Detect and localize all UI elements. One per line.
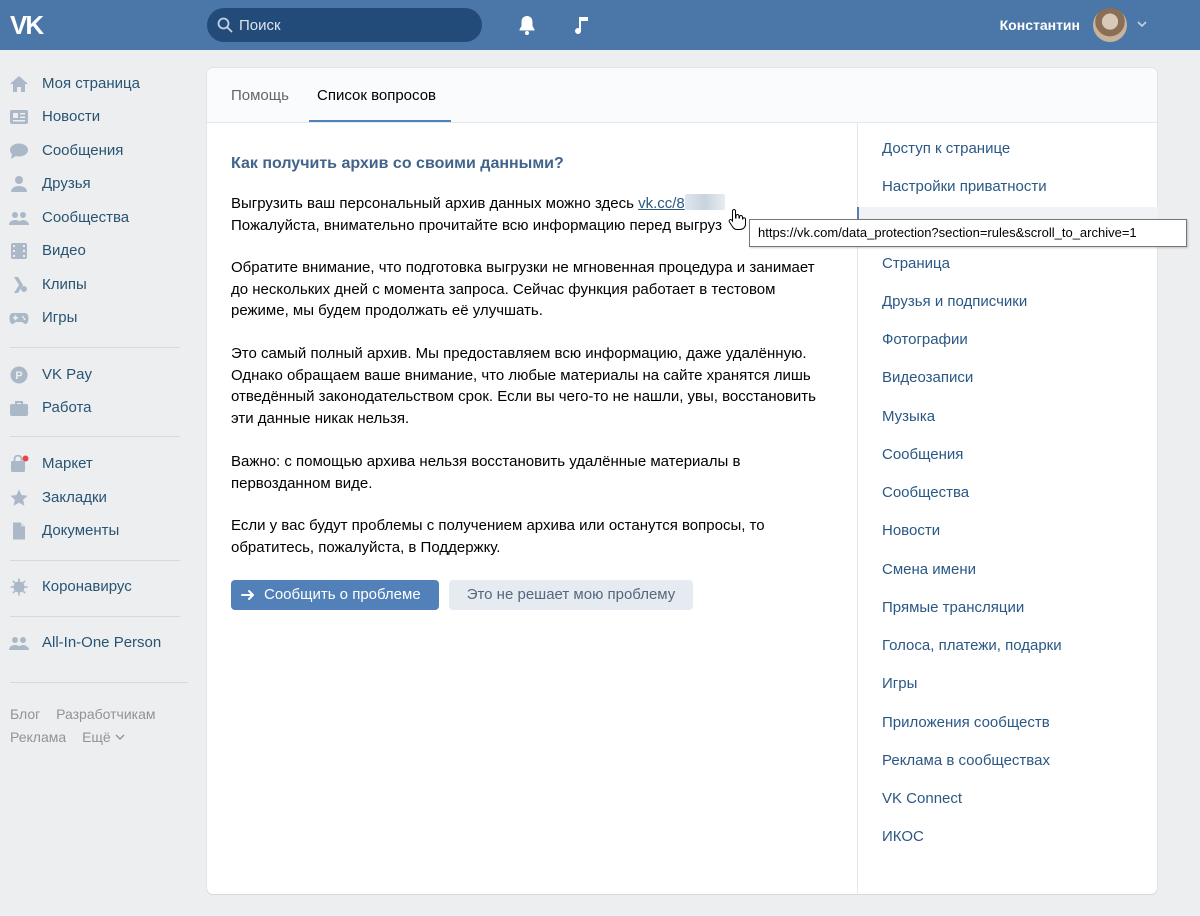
games-icon	[9, 309, 29, 327]
sidebar-item-work[interactable]	[0, 393, 190, 423]
work-icon	[9, 399, 29, 417]
category-photos[interactable]: Фотографии	[882, 331, 968, 348]
search-box[interactable]	[207, 8, 482, 42]
tab-questions-list[interactable]: Список вопросов	[317, 87, 437, 104]
top-header	[0, 0, 1200, 50]
sidebar-divider	[10, 347, 180, 348]
category-page[interactable]: Страница	[882, 255, 950, 272]
sidebar-footer-row-1	[10, 705, 168, 723]
article-header	[231, 154, 831, 174]
sidebar-divider	[10, 682, 188, 683]
category-games[interactable]: Игры	[882, 675, 918, 692]
report-problem-label: Сообщить о проблеме	[264, 586, 421, 603]
footer-link-ads[interactable]: Реклама	[10, 729, 67, 745]
notifications-bell-icon[interactable]	[515, 13, 539, 37]
sidebar-item-label: Игры	[42, 309, 78, 326]
sidebar-item-games[interactable]	[0, 303, 190, 333]
footer-link-developers[interactable]: Разработчикам	[56, 706, 156, 722]
article-paragraph-4: Важно: с помощью архива нельзя восстановить удалённые материалы в первозданном виде.	[231, 453, 741, 492]
report-problem-button[interactable]	[231, 580, 439, 610]
sidebar-footer-row-2	[10, 728, 137, 746]
hand-cursor-icon	[728, 208, 746, 230]
tab-bar	[207, 68, 1157, 123]
category-music[interactable]: Музыка	[882, 408, 936, 425]
clips-icon	[9, 276, 29, 294]
help-card	[207, 68, 1157, 894]
footer-link-more[interactable]	[82, 729, 125, 745]
sidebar-item-all-in-one-person[interactable]	[0, 628, 190, 658]
avatar[interactable]	[1093, 8, 1127, 42]
sidebar-item-label: Видео	[42, 242, 86, 259]
sidebar-item-documents[interactable]	[0, 516, 190, 546]
sidebar-item-vkpay[interactable]	[0, 360, 190, 390]
category-privacy-settings[interactable]: Настройки приватности	[882, 178, 1047, 195]
not-solved-button[interactable]: Это не решает мою проблему	[449, 580, 693, 610]
sidebar-divider	[10, 560, 180, 561]
category-news[interactable]: Новости	[882, 522, 941, 539]
search-input[interactable]	[239, 8, 474, 42]
category-messages[interactable]: Сообщения	[882, 446, 964, 463]
link-tooltip: https://vk.com/data_protection?section=rules&scroll_to_archive=1	[749, 219, 1187, 247]
category-page-access[interactable]: Доступ к странице	[882, 140, 1011, 157]
category-ikos[interactable]: ИКОС	[882, 828, 924, 845]
vkpay-icon	[9, 366, 29, 384]
user-name[interactable]: Константин	[999, 17, 1080, 33]
sidebar-item-label: Друзья	[42, 175, 91, 192]
news-icon	[9, 108, 29, 126]
market-icon	[9, 455, 29, 473]
sidebar-item-label: VK Pay	[42, 366, 93, 383]
sidebar-item-communities[interactable]	[0, 203, 190, 233]
article-title: Как получить архив со своими данными?	[231, 155, 564, 172]
arrow-right-icon	[241, 588, 255, 602]
sidebar-item-label: Работа	[42, 399, 92, 416]
sidebar-item-my-page[interactable]	[0, 69, 190, 99]
category-live-streams[interactable]: Прямые трансляции	[882, 599, 1025, 616]
category-vk-connect[interactable]: VK Connect	[882, 790, 963, 807]
all-in-one-icon	[9, 634, 29, 652]
paragraph-text: Пожалуйста, внимательно прочитайте всю информацию перед выгруз	[231, 216, 722, 234]
chevron-down-icon	[115, 733, 125, 741]
category-videos[interactable]: Видеозаписи	[882, 369, 974, 386]
category-community-apps[interactable]: Приложения сообществ	[882, 714, 1050, 731]
sidebar-item-friends[interactable]	[0, 169, 190, 199]
music-icon[interactable]	[570, 13, 594, 37]
category-friends-followers[interactable]: Друзья и подписчики	[882, 293, 1028, 310]
footer-more-label: Ещё	[82, 729, 111, 745]
svg-text:P: P	[15, 370, 23, 382]
archive-link[interactable]: vk.cc/8	[638, 195, 685, 212]
sidebar-item-clips[interactable]	[0, 270, 190, 300]
sidebar-item-label: Документы	[42, 522, 120, 539]
sidebar-item-label: Новости	[42, 108, 101, 125]
sidebar-item-label: Сообщества	[42, 209, 130, 226]
article-paragraph-5: Если у вас будут проблемы с получением архива или останутся вопросы, то обратитесь, пожалуйста, в Поддержку.	[231, 517, 765, 556]
vk-logo[interactable]: VK	[10, 10, 43, 40]
coronavirus-icon	[9, 578, 29, 596]
sidebar-item-label: Моя страница	[42, 75, 140, 92]
footer-link-blog[interactable]: Блог	[10, 706, 41, 722]
communities-icon	[9, 209, 29, 227]
sidebar-item-label: Сообщения	[42, 142, 124, 159]
documents-icon	[9, 522, 29, 540]
sidebar-item-video[interactable]	[0, 236, 190, 266]
friends-icon	[9, 175, 29, 193]
sidebar-divider	[10, 436, 180, 437]
active-tab-indicator	[309, 120, 451, 122]
tab-help[interactable]: Помощь	[231, 87, 289, 104]
category-votes-payments-gifts[interactable]: Голоса, платежи, подарки	[882, 637, 1062, 654]
sidebar-item-news[interactable]	[0, 102, 190, 132]
sidebar-divider	[10, 616, 180, 617]
sidebar-item-coronavirus[interactable]	[0, 572, 190, 602]
sidebar-item-bookmarks[interactable]	[0, 483, 190, 513]
video-icon	[9, 242, 29, 260]
sidebar-item-label: Закладки	[42, 489, 107, 506]
sidebar-item-label: All-In-One Person	[42, 634, 162, 651]
sidebar-item-messages[interactable]	[0, 136, 190, 166]
blurred-link-part	[685, 194, 725, 210]
article-paragraph-3: Это самый полный архив. Мы предоставляем всю информацию, даже удалённую. Однако обращаем ваше внимание, что любые материалы на сайте хранятся лишь отведённый законодательством срок. Если вы чего-то не нашли, увы, восстановить эти данные никак нельзя.	[231, 345, 816, 427]
sidebar-item-label: Маркет	[42, 455, 93, 472]
category-name-change[interactable]: Смена имени	[882, 561, 976, 578]
sidebar-item-label: Коронавирус	[42, 578, 132, 595]
paragraph-text: Выгрузить ваш персональный архив данных можно здесь	[231, 195, 639, 212]
messages-icon	[9, 142, 29, 160]
article-paragraph-2: Обратите внимание, что подготовка выгрузки не мгновенная процедура и занимает до нескольких дней с момента запроса. Сейчас функция работает в тестовом режиме, мы будем продолжать её улучшать.	[231, 259, 815, 319]
home-icon	[9, 75, 29, 93]
sidebar-item-label: Клипы	[42, 276, 87, 293]
category-communities[interactable]: Сообщества	[882, 484, 970, 501]
chevron-down-icon[interactable]	[1136, 18, 1148, 30]
sidebar-item-market[interactable]	[0, 449, 190, 479]
search-icon	[217, 17, 233, 33]
category-community-ads[interactable]: Реклама в сообществах	[882, 752, 1050, 769]
bookmarks-star-icon	[9, 489, 29, 507]
